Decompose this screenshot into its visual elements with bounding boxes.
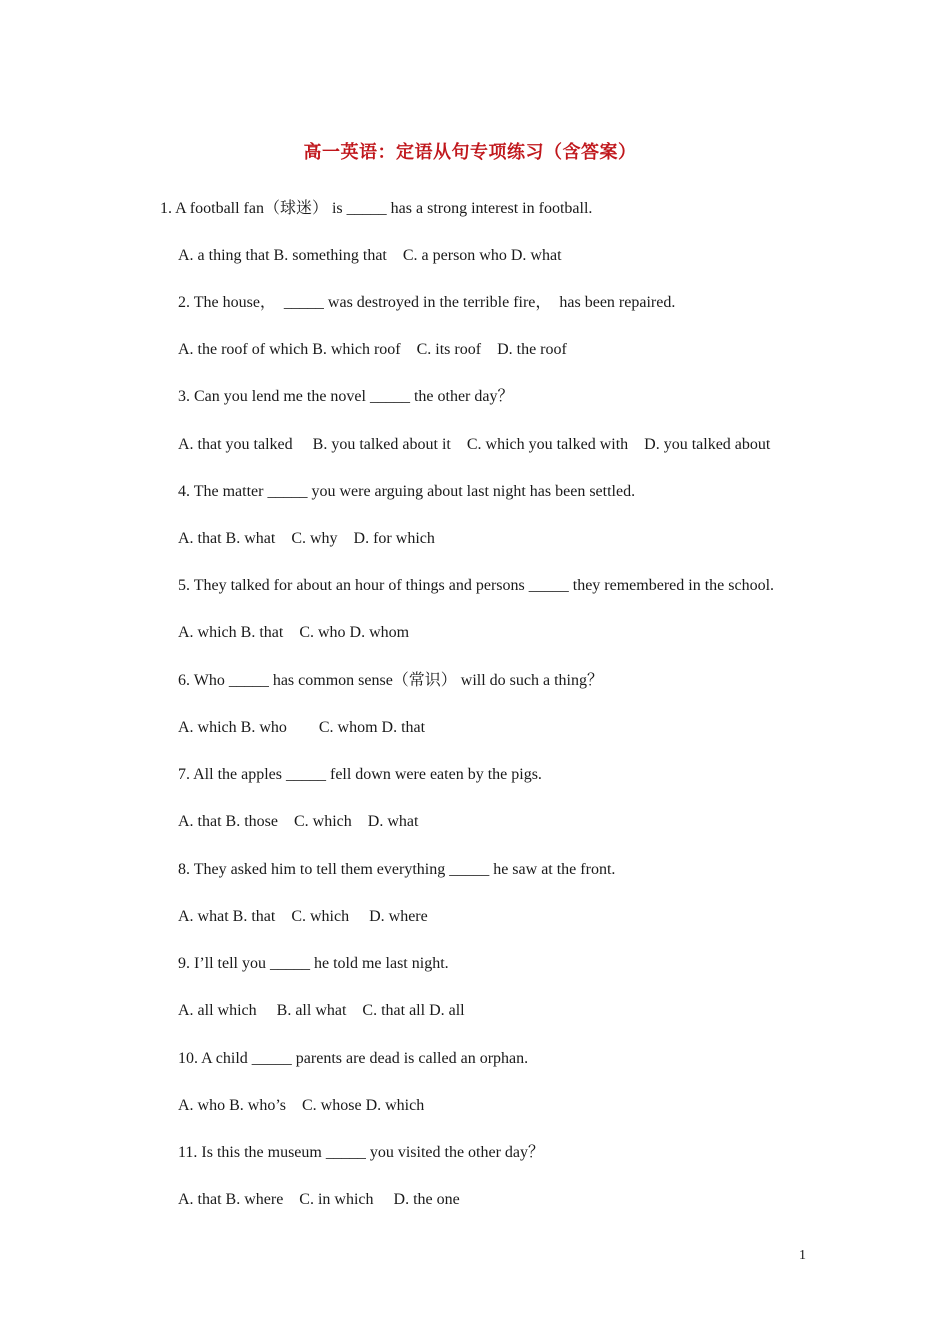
question-4-options: A. that B. what C. why D. for which (178, 530, 435, 547)
question-1-options: A. a thing that B. something that C. a person who D. what (178, 247, 562, 264)
question-11-stem: 11. Is this the museum _____ you visited the other day？ (178, 1144, 545, 1161)
question-5-stem: 5. They talked for about an hour of things and persons _____ they remembered in the school. (178, 577, 775, 594)
question-8-stem: 8. They asked him to tell them everything _____ he saw at the front. (178, 861, 616, 878)
question-7-options: A. that B. those C. which D. what (178, 813, 419, 830)
question-3-options: A. that you talked B. you talked about it C. which you talked with D. you talked about (178, 436, 771, 453)
question-5-options: A. which B. that C. who D. whom (178, 624, 410, 641)
question-4-stem: 4. The matter _____ you were arguing about last night has been settled. (178, 483, 636, 500)
question-8-options: A. what B. that C. which D. where (178, 908, 428, 925)
page-number: 1 (799, 1248, 806, 1263)
question-2-stem: 2. The house， _____ was destroyed in the terrible fire， has been repaired. (178, 294, 676, 311)
page-title: 高一英语：定语从句专项练习（含答案） (303, 142, 637, 163)
question-6-stem: 6. Who _____ has common sense（常识） will do such a thing？ (178, 672, 604, 689)
question-3-stem: 3. Can you lend me the novel _____ the other day？ (178, 388, 514, 405)
question-9-stem: 9. I’ll tell you _____ he told me last night. (178, 955, 449, 972)
question-10-options: A. who B. who’s C. whose D. which (178, 1097, 425, 1114)
question-9-options: A. all which B. all what C. that all D. all (178, 1002, 465, 1019)
question-1-stem: 1. A football fan（球迷） is _____ has a strong interest in football. (160, 200, 593, 217)
question-10-stem: 10. A child _____ parents are dead is called an orphan. (178, 1050, 529, 1067)
question-6-options: A. which B. who C. whom D. that (178, 719, 426, 736)
question-7-stem: 7. All the apples _____ fell down were eaten by the pigs. (178, 766, 542, 783)
question-11-options: A. that B. where C. in which D. the one (178, 1191, 460, 1208)
question-2-options: A. the roof of which B. which roof C. its roof D. the roof (178, 341, 567, 358)
